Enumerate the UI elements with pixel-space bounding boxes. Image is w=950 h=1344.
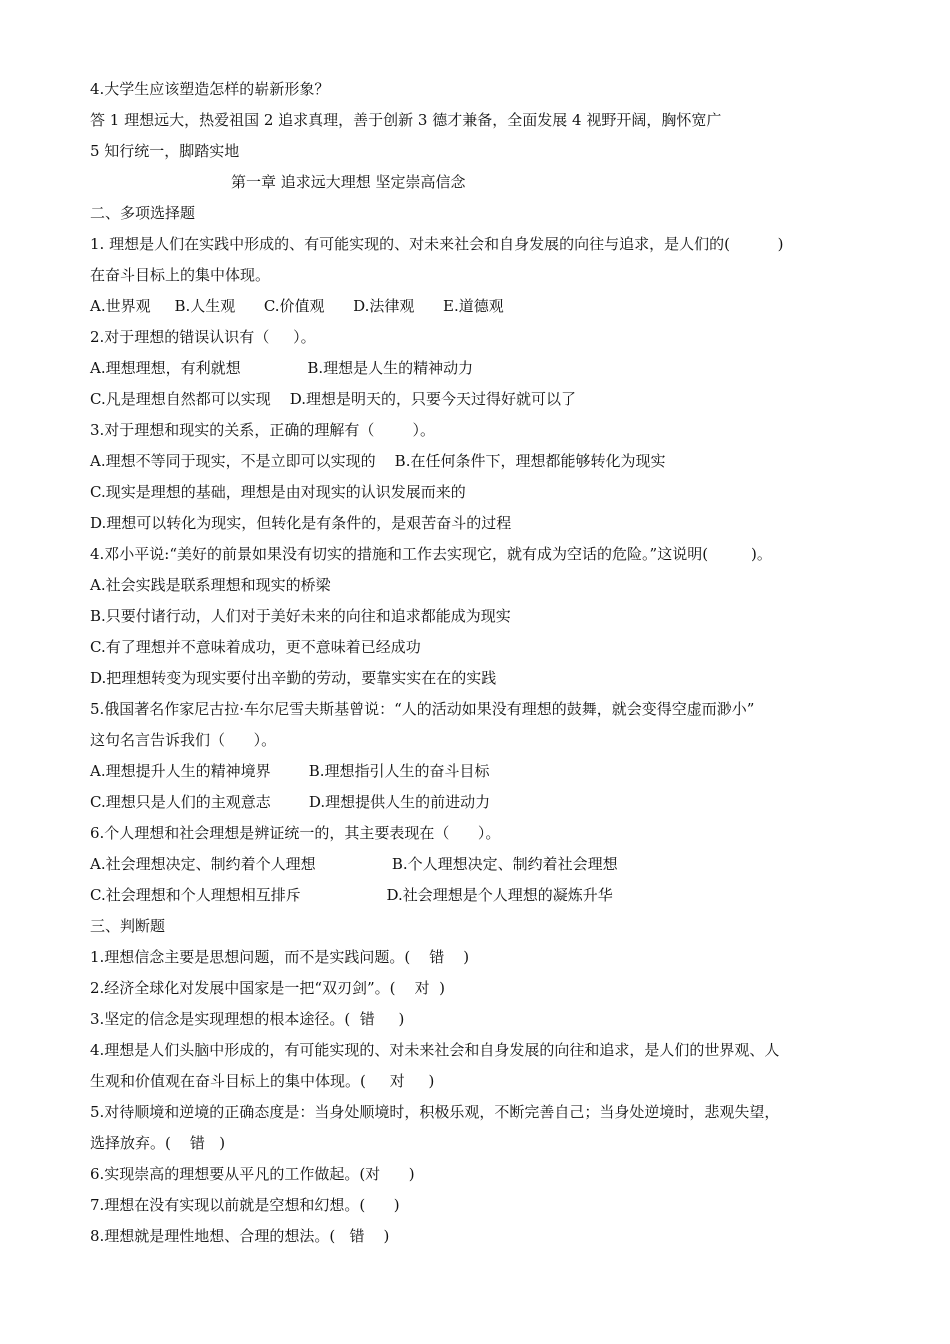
mc-question-4: 4.邓小平说:“美好的前景如果没有切实的措施和工作去实现它，就有成为空话的危险。”这说明( )。 [90,545,772,563]
mc-question-5: 5.俄国著名作家尼古拉·车尔尼雪夫斯基曾说：“人的活动如果没有理想的鼓舞，就会变得空虚而渺小” [90,700,755,718]
mc-question-5-options-ab: A.理想提升人生的精神境界 B.理想指引人生的奋斗目标 [90,762,490,780]
mc-question-5-continued: 这句名言告诉我们（ ）。 [90,731,277,749]
mc-question-4-option-b: B.只要付诸行动，人们对于美好未来的向往和追求都能成为现实 [90,607,511,625]
tf-question-4-continued: 生观和价值观在奋斗目标上的集中体现。( 对 ) [90,1072,435,1090]
tf-question-7: 7.理想在没有实现以前就是空想和幻想。( ) [90,1196,400,1214]
mc-question-2-options-ab: A.理想理想，有利就想 B.理想是人生的精神动力 [90,359,474,377]
mc-question-3-option-d: D.理想可以转化为现实，但转化是有条件的，是艰苦奋斗的过程 [90,514,512,532]
mc-question-2: 2.对于理想的错误认识有（ ）。 [90,328,316,346]
tf-question-8: 8.理想就是理性地想、合理的想法。( 错 ) [90,1227,390,1245]
mc-question-1: 1. 理想是人们在实践中形成的、有可能实现的、对未来社会和自身发展的向往与追求，是人们的( ) [90,235,784,253]
tf-question-5: 5.对待顺境和逆境的正确态度是：当身处顺境时，积极乐观，不断完善自己；当身处逆境时，悲观失望， [90,1103,780,1121]
tf-question-6: 6.实现崇高的理想要从平凡的工作做起。(对 ) [90,1165,415,1183]
mc-question-4-option-c: C.有了理想并不意味着成功，更不意味着已经成功 [90,638,421,656]
tf-question-3: 3.坚定的信念是实现理想的根本途径。( 错 ) [90,1010,405,1028]
section-heading-true-false: 三、判断题 [90,917,166,935]
tf-question-5-continued: 选择放弃。( 错 ) [90,1134,226,1152]
answer-line-2: 5 知行统一，脚踏实地 [90,142,240,160]
mc-question-5-options-cd: C.理想只是人们的主观意志 D.理想提供人生的前进动力 [90,793,491,811]
section-heading-multiple-choice: 二、多项选择题 [90,204,196,222]
mc-question-4-option-a: A.社会实践是联系理想和现实的桥梁 [90,576,331,594]
mc-question-6-options-ab: A.社会理想决定、制约着个人理想 B.个人理想决定、制约着社会理想 [90,855,618,873]
mc-question-4-option-d: D.把理想转变为现实要付出辛勤的劳动，要靠实实在在的实践 [90,669,497,687]
mc-question-1-options: A.世界观 B.人生观 C.价值观 D.法律观 E.道德观 [90,297,504,315]
mc-question-3: 3.对于理想和现实的关系，正确的理解有（ ）。 [90,421,435,439]
chapter-title: 第一章 追求远大理想 坚定崇高信念 [231,173,466,191]
mc-question-6-options-cd: C.社会理想和个人理想相互排斥 D.社会理想是个人理想的凝炼升华 [90,886,613,904]
answer-line-1: 答 1 理想远大，热爱祖国 2 追求真理，善于创新 3 德才兼备，全面发展 4 视野开阔，胸怀宽广 [90,111,722,129]
tf-question-4: 4.理想是人们头脑中形成的，有可能实现的、对未来社会和自身发展的向往和追求，是人们的世界观、人 [90,1041,780,1059]
tf-question-1: 1.理想信念主要是思想问题，而不是实践问题。( 错 ) [90,948,470,966]
mc-question-3-options-ab: A.理想不等同于现实，不是立即可以实现的 B.在任何条件下，理想都能够转化为现实 [90,452,666,470]
question-4-text: 4.大学生应该塑造怎样的崭新形象？ [90,80,330,98]
mc-question-2-options-cd: C.凡是理想自然都可以实现 D.理想是明天的，只要今天过得好就可以了 [90,390,577,408]
tf-question-2: 2.经济全球化对发展中国家是一把“双刃剑”。( 对 ) [90,979,445,997]
mc-question-3-option-c: C.现实是理想的基础，理想是由对现实的认识发展而来的 [90,483,466,501]
mc-question-6: 6.个人理想和社会理想是辨证统一的，其主要表现在（ ）。 [90,824,501,842]
mc-question-1-continued: 在奋斗目标上的集中体现。 [90,266,271,284]
